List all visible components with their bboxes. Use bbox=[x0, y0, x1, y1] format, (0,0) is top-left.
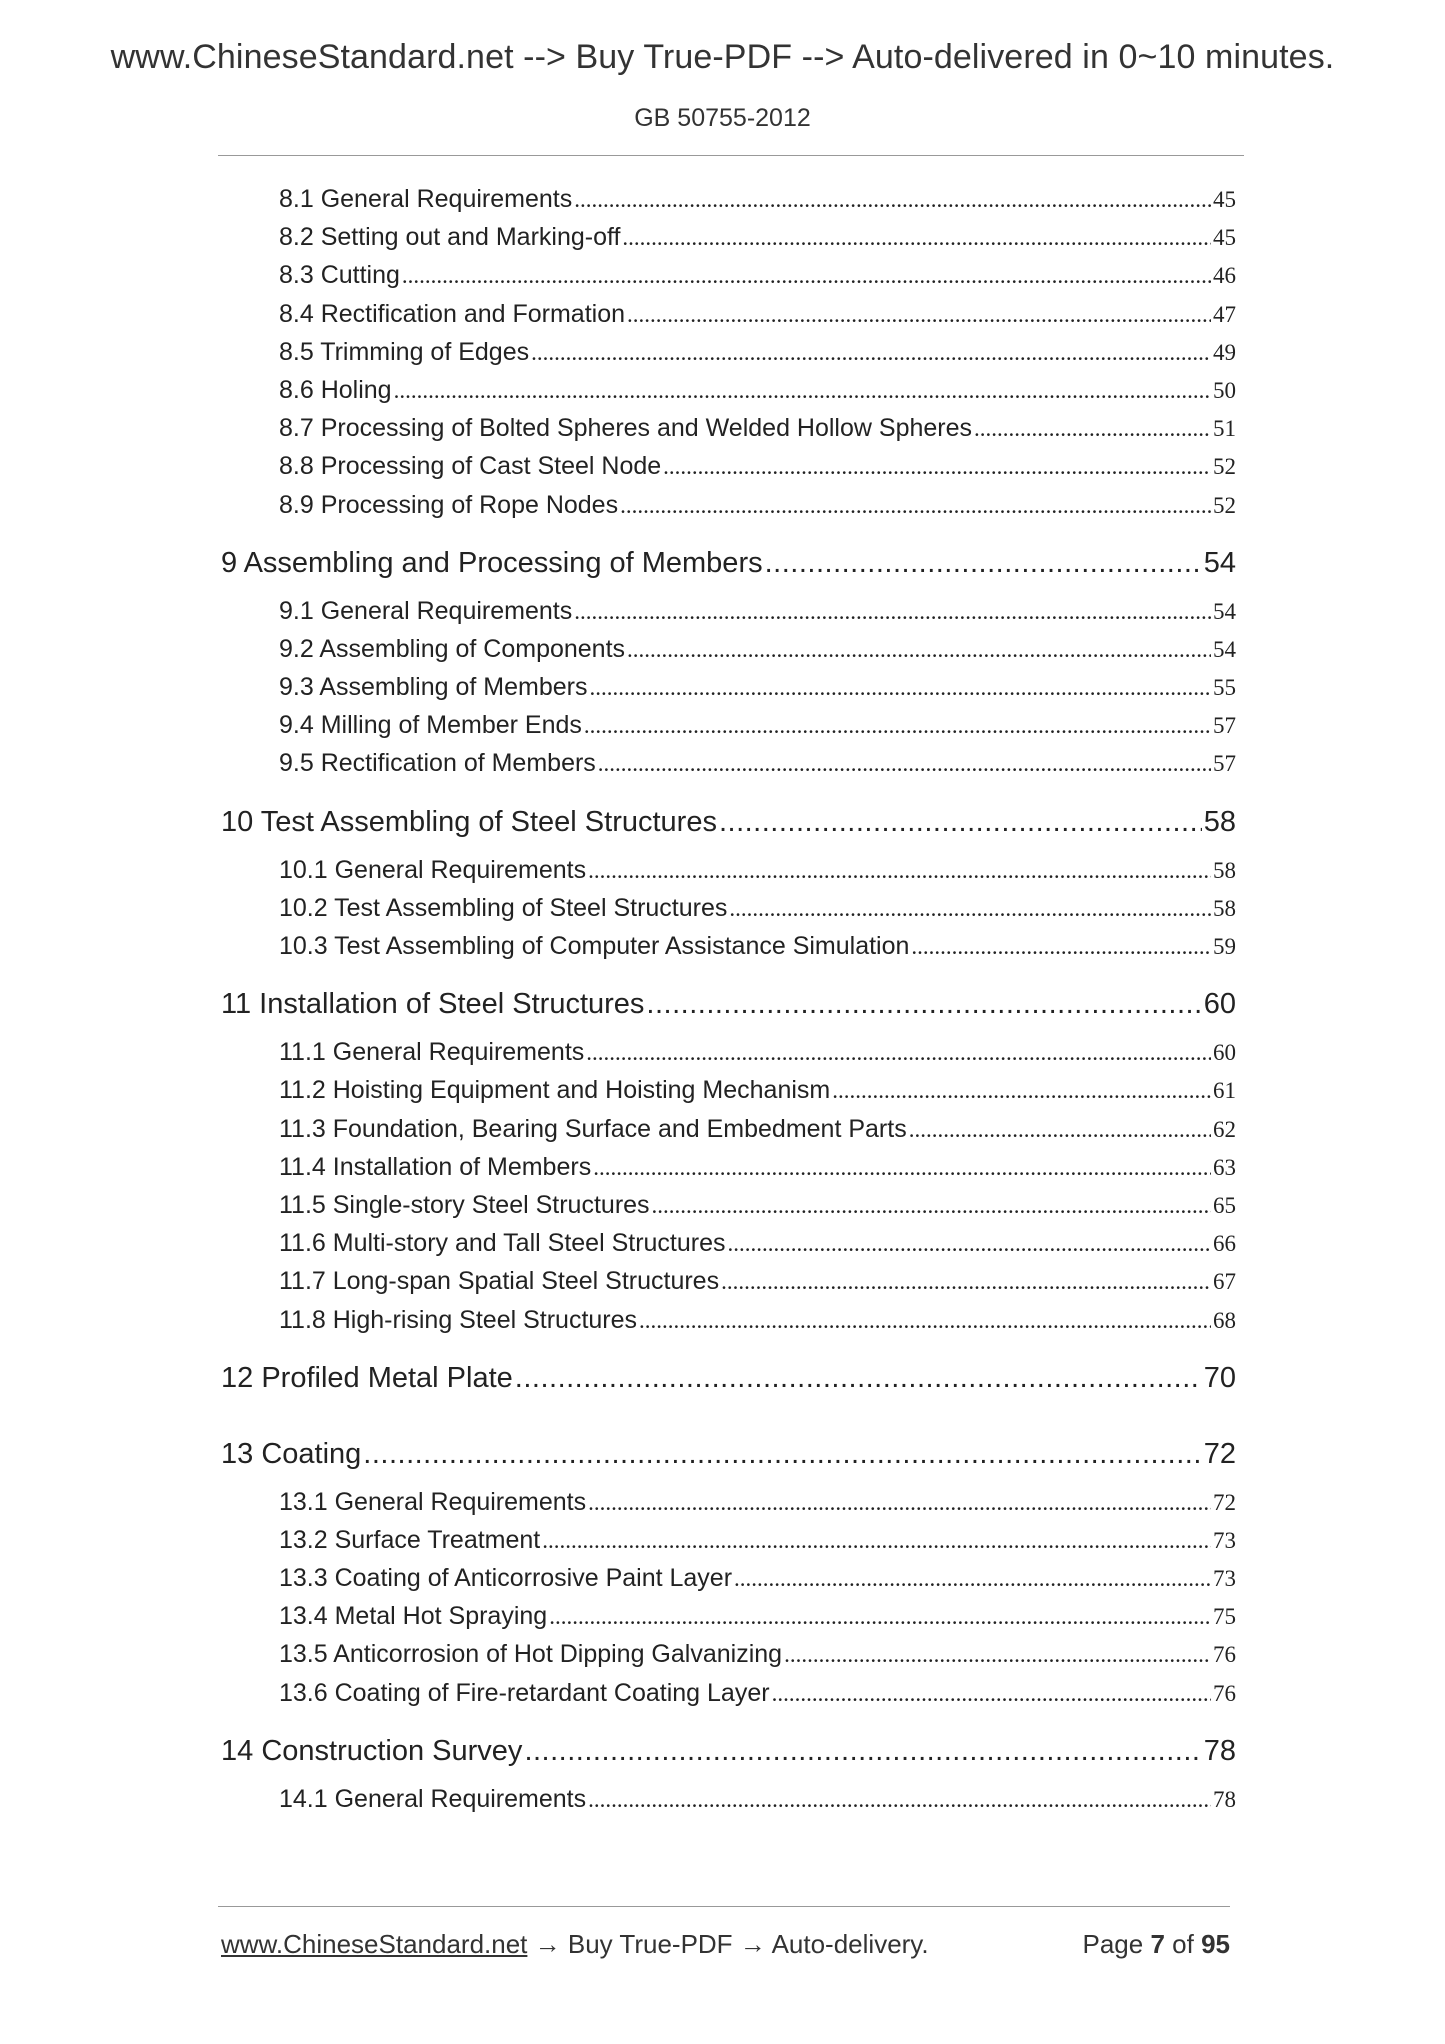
toc-entry-title: 8.7 Processing of Bolted Spheres and Welded Hollow Spheres bbox=[279, 414, 973, 443]
toc-leader-dots bbox=[663, 454, 1211, 480]
toc-leader-dots bbox=[524, 1735, 1201, 1768]
toc-entry-page: 72 bbox=[1203, 1437, 1236, 1470]
toc-entry-page: 50 bbox=[1213, 377, 1236, 403]
toc-entry-page: 54 bbox=[1213, 636, 1236, 662]
toc-entry-title: 11.7 Long-span Spatial Steel Structures bbox=[279, 1267, 720, 1296]
header-divider bbox=[218, 155, 1244, 156]
toc-section-entry[interactable] bbox=[279, 711, 1236, 749]
toc-entry-page: 57 bbox=[1213, 713, 1236, 739]
toc-leader-dots bbox=[549, 1604, 1211, 1630]
toc-entry-title: 14.1 General Requirements bbox=[279, 1784, 587, 1813]
toc-entry-title: 8.1 General Requirements bbox=[279, 185, 573, 213]
toc-entry-page: 61 bbox=[1213, 1078, 1236, 1104]
toc-entry-page: 54 bbox=[1203, 546, 1236, 579]
toc-section-entry[interactable] bbox=[279, 597, 1236, 635]
toc-leader-dots bbox=[586, 1040, 1211, 1066]
toc-entry-title: 13.2 Surface Treatment bbox=[279, 1525, 541, 1554]
toc-entry-page: 59 bbox=[1213, 934, 1236, 959]
toc-entry-page: 52 bbox=[1213, 454, 1236, 480]
toc-entry-title: 9.5 Rectification of Members bbox=[279, 749, 596, 778]
toc-leader-dots bbox=[728, 1231, 1212, 1257]
toc-entry-page: 67 bbox=[1213, 1269, 1236, 1295]
toc-entry-page: 55 bbox=[1213, 675, 1236, 701]
toc-entry-page: 65 bbox=[1213, 1192, 1236, 1218]
toc-leader-dots bbox=[765, 547, 1202, 580]
toc-entry-page: 78 bbox=[1203, 1734, 1236, 1767]
toc-leader-dots bbox=[721, 1269, 1211, 1295]
toc-section-entry[interactable] bbox=[279, 1564, 1236, 1602]
toc-leader-dots bbox=[588, 1490, 1211, 1516]
toc-leader-dots bbox=[598, 751, 1211, 777]
toc-entry-title: 14 Construction Survey bbox=[221, 1734, 523, 1767]
toc-entry-title: 11.2 Hoisting Equipment and Hoisting Mechanism bbox=[279, 1076, 831, 1105]
toc-entry-page: 58 bbox=[1203, 805, 1236, 838]
toc-entry-title: 8.4 Rectification and Formation bbox=[279, 299, 626, 328]
toc-leader-dots bbox=[734, 1566, 1211, 1592]
toc-leader-dots bbox=[639, 1308, 1211, 1334]
toc-section-entry[interactable] bbox=[279, 1229, 1236, 1267]
toc-entry-page: 63 bbox=[1213, 1154, 1236, 1180]
toc-entry-page: 58 bbox=[1213, 895, 1236, 921]
toc-section-entry[interactable] bbox=[279, 673, 1236, 711]
toc-section-entry[interactable] bbox=[279, 1306, 1236, 1344]
toc-leader-dots bbox=[974, 416, 1211, 442]
toc-section-entry[interactable] bbox=[279, 1640, 1236, 1678]
footer-link[interactable]: www.ChineseStandard.net bbox=[221, 1929, 528, 1959]
toc-entry-title: 10.1 General Requirements bbox=[279, 855, 587, 884]
toc-entry-page: 75 bbox=[1213, 1604, 1236, 1630]
toc-entry-title: 11.6 Multi-story and Tall Steel Structures bbox=[279, 1229, 726, 1258]
toc-leader-dots bbox=[627, 637, 1211, 663]
toc-section-entry[interactable] bbox=[279, 749, 1236, 787]
toc-leader-dots bbox=[729, 896, 1211, 922]
toc-entry-page: 60 bbox=[1203, 988, 1236, 1021]
toc-leader-dots bbox=[652, 1193, 1211, 1219]
toc-entry-title: 10.3 Test Assembling of Computer Assistance Simulation bbox=[279, 932, 910, 960]
toc-entry-page: 58 bbox=[1213, 857, 1236, 883]
toc-entry-page: 54 bbox=[1213, 598, 1236, 624]
toc-entry-title: 9.3 Assembling of Members bbox=[279, 673, 588, 702]
toc-entry-page: 78 bbox=[1213, 1786, 1236, 1812]
page-current: 7 bbox=[1150, 1929, 1165, 1959]
toc-entry-title: 10.2 Test Assembling of Steel Structures bbox=[279, 893, 728, 922]
toc-section-entry[interactable] bbox=[279, 1267, 1236, 1305]
document-code: GB 50755-2012 bbox=[634, 104, 811, 132]
toc-leader-dots bbox=[911, 934, 1211, 960]
toc-entry-title: 13.1 General Requirements bbox=[279, 1487, 587, 1516]
toc-entry-title: 13 Coating bbox=[221, 1437, 362, 1470]
toc-leader-dots bbox=[515, 1362, 1202, 1395]
footer-promo-text: → Buy True-PDF → Auto-delivery. bbox=[527, 1929, 929, 1959]
toc-section-entry[interactable] bbox=[279, 1115, 1236, 1153]
toc-section-entry[interactable] bbox=[279, 932, 1236, 970]
toc-entry-page: 76 bbox=[1213, 1680, 1236, 1706]
toc-entry-page: 45 bbox=[1213, 187, 1236, 212]
toc-leader-dots bbox=[593, 1155, 1211, 1181]
toc-entry-title: 8.5 Trimming of Edges bbox=[279, 337, 530, 366]
toc-leader-dots bbox=[909, 1117, 1211, 1143]
toc-leader-dots bbox=[394, 378, 1211, 404]
toc-entry-title: 12 Profiled Metal Plate bbox=[221, 1361, 513, 1394]
toc-section-entry[interactable] bbox=[279, 1679, 1236, 1717]
footer-promo bbox=[221, 1929, 929, 1960]
toc-section-entry[interactable] bbox=[279, 414, 1236, 452]
toc-chapter-entry[interactable] bbox=[221, 547, 1236, 591]
toc-leader-dots bbox=[832, 1078, 1211, 1104]
toc-leader-dots bbox=[402, 263, 1211, 289]
toc-entry-title: 11.1 General Requirements bbox=[279, 1038, 585, 1067]
toc-section-entry[interactable] bbox=[279, 856, 1236, 894]
toc-entry-page: 62 bbox=[1213, 1116, 1236, 1142]
toc-entry-title: 13.3 Coating of Anticorrosive Paint Layer bbox=[279, 1564, 733, 1593]
toc-section-entry[interactable] bbox=[279, 635, 1236, 673]
toc-section-entry[interactable] bbox=[279, 261, 1236, 299]
page-label: Page bbox=[1082, 1929, 1144, 1959]
toc-chapter-entry[interactable] bbox=[221, 1362, 1236, 1406]
toc-entry-title: 11.3 Foundation, Bearing Surface and Embedment Parts bbox=[279, 1114, 907, 1143]
toc-leader-dots bbox=[588, 858, 1211, 884]
toc-entry-page: 73 bbox=[1213, 1527, 1236, 1553]
toc-entry-title: 8.6 Holing bbox=[279, 375, 392, 404]
toc-section-entry[interactable] bbox=[279, 1076, 1236, 1114]
toc-section-entry[interactable] bbox=[279, 894, 1236, 932]
toc-entry-page: 52 bbox=[1213, 492, 1236, 518]
toc-leader-dots bbox=[589, 675, 1211, 701]
toc-leader-dots bbox=[363, 1438, 1201, 1471]
toc-leader-dots bbox=[719, 806, 1202, 839]
toc-section-entry[interactable] bbox=[279, 1785, 1236, 1823]
toc-entry-title: 9.4 Milling of Member Ends bbox=[279, 711, 582, 740]
toc-chapter-entry[interactable] bbox=[221, 1735, 1236, 1779]
page-footer bbox=[221, 1929, 1230, 1960]
toc-leader-dots bbox=[574, 187, 1211, 213]
toc-section-entry[interactable] bbox=[279, 452, 1236, 490]
toc-entry-page: 76 bbox=[1213, 1642, 1236, 1668]
toc-entry-title: 11.4 Installation of Members bbox=[279, 1152, 592, 1181]
toc-entry-title: 9.1 General Requirements bbox=[279, 596, 573, 625]
toc-leader-dots bbox=[772, 1681, 1211, 1707]
toc-leader-dots bbox=[622, 225, 1211, 251]
toc-entry-title: 11.5 Single-story Steel Structures bbox=[279, 1190, 650, 1219]
toc-leader-dots bbox=[784, 1642, 1211, 1668]
toc-leader-dots bbox=[542, 1528, 1211, 1554]
toc-entry-title: 8.3 Cutting bbox=[279, 261, 400, 290]
toc-section-entry[interactable] bbox=[279, 1602, 1236, 1640]
toc-entry-title: 10 Test Assembling of Steel Structures bbox=[221, 805, 717, 838]
toc-entry-title: 9.2 Assembling of Components bbox=[279, 634, 626, 663]
toc-leader-dots bbox=[584, 713, 1211, 739]
toc-leader-dots bbox=[531, 340, 1211, 366]
toc-entry-title: 13.4 Metal Hot Spraying bbox=[279, 1602, 548, 1631]
page-total: 95 bbox=[1201, 1929, 1230, 1959]
toc-chapter-entry[interactable] bbox=[221, 988, 1236, 1032]
toc-entry-page: 72 bbox=[1213, 1489, 1236, 1515]
of-label: of bbox=[1172, 1929, 1194, 1959]
toc-section-entry[interactable] bbox=[279, 1488, 1236, 1526]
toc-entry-page: 45 bbox=[1213, 225, 1236, 251]
toc-entry-page: 57 bbox=[1213, 751, 1236, 777]
toc-entry-title: 11 Installation of Steel Structures bbox=[221, 988, 645, 1021]
toc-entry-title: 13.5 Anticorrosion of Hot Dipping Galvanizing bbox=[279, 1640, 783, 1669]
toc-entry-page: 47 bbox=[1213, 301, 1236, 327]
toc-entry-title: 8.9 Processing of Rope Nodes bbox=[279, 490, 619, 519]
toc-leader-dots bbox=[588, 1787, 1211, 1813]
toc-entry-page: 51 bbox=[1213, 416, 1236, 442]
page-number bbox=[1082, 1929, 1230, 1960]
toc-entry-title: 13.6 Coating of Fire-retardant Coating Layer bbox=[279, 1678, 770, 1707]
toc-chapter-entry[interactable] bbox=[221, 806, 1236, 850]
toc-leader-dots bbox=[574, 599, 1211, 625]
toc-entry-page: 66 bbox=[1213, 1231, 1236, 1257]
toc-section-entry[interactable] bbox=[279, 1191, 1236, 1229]
toc-section-entry[interactable] bbox=[279, 185, 1236, 223]
toc-section-entry[interactable] bbox=[279, 1038, 1236, 1076]
top-banner: www.ChineseStandard.net --> Buy True-PDF --> Auto-delivered in 0~10 minutes. bbox=[110, 38, 1335, 76]
toc-chapter-entry[interactable] bbox=[221, 1438, 1236, 1482]
toc-section-entry[interactable] bbox=[279, 491, 1236, 529]
toc-entry-title: 9 Assembling and Processing of Members bbox=[221, 546, 763, 579]
toc-leader-dots bbox=[627, 302, 1211, 328]
toc-section-entry[interactable] bbox=[279, 1526, 1236, 1564]
toc-entry-page: 73 bbox=[1213, 1566, 1236, 1592]
toc-section-entry[interactable] bbox=[279, 1153, 1236, 1191]
table-of-contents bbox=[0, 185, 1445, 1823]
toc-entry-page: 70 bbox=[1203, 1361, 1236, 1394]
toc-section-entry[interactable] bbox=[279, 300, 1236, 338]
toc-section-entry[interactable] bbox=[279, 376, 1236, 414]
footer-divider bbox=[218, 1906, 1230, 1907]
toc-entry-title: 8.8 Processing of Cast Steel Node bbox=[279, 452, 662, 481]
toc-leader-dots bbox=[620, 493, 1211, 519]
toc-entry-page: 68 bbox=[1213, 1307, 1236, 1333]
toc-section-entry[interactable] bbox=[279, 223, 1236, 261]
toc-entry-page: 46 bbox=[1213, 263, 1236, 289]
toc-entry-title: 8.2 Setting out and Marking-off bbox=[279, 223, 621, 252]
toc-entry-title: 11.8 High-rising Steel Structures bbox=[279, 1305, 638, 1334]
toc-entry-page: 60 bbox=[1213, 1040, 1236, 1066]
toc-section-entry[interactable] bbox=[279, 338, 1236, 376]
toc-leader-dots bbox=[646, 988, 1201, 1021]
toc-entry-page: 49 bbox=[1213, 339, 1236, 365]
